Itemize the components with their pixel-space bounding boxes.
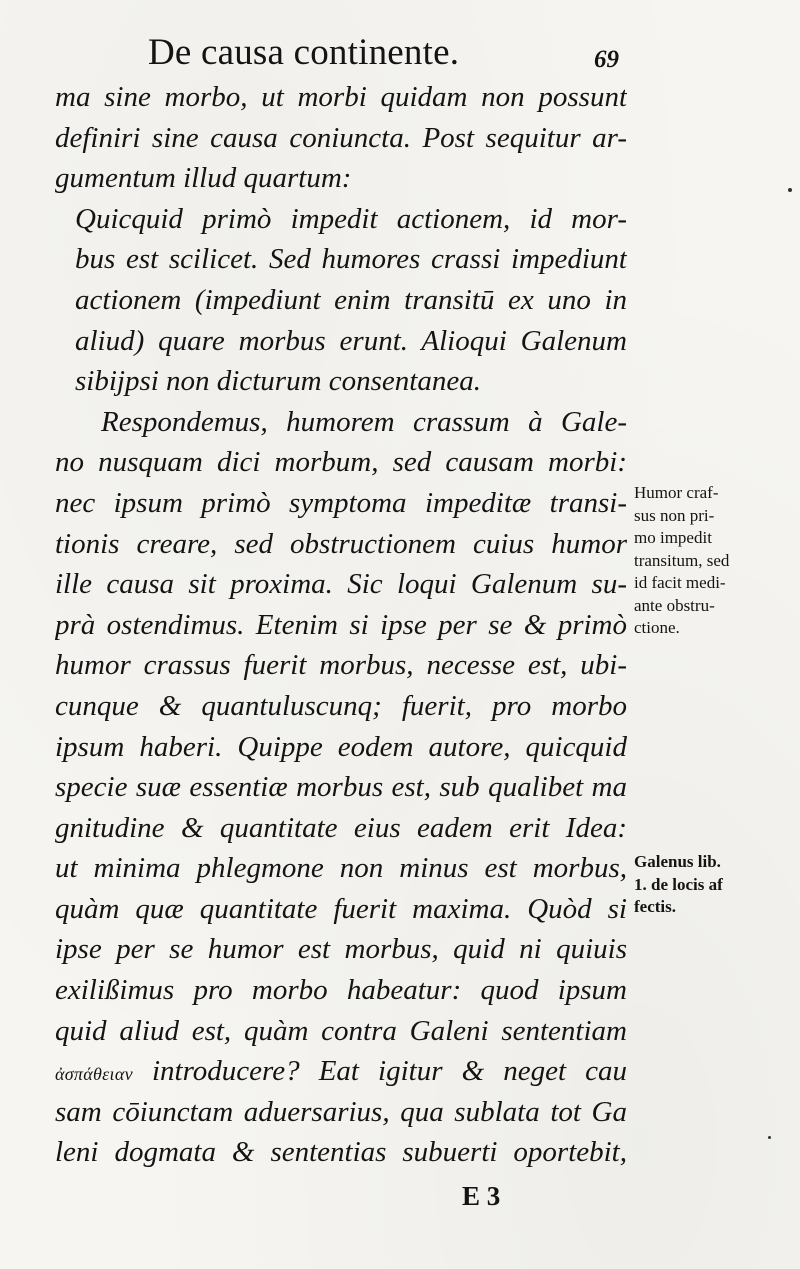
signature-mark: E 3	[462, 1181, 501, 1211]
text-line-with-greek	[55, 1051, 627, 1092]
margin-note-line: transitum, sed	[634, 550, 730, 570]
text-line: nec ipsum primò symptoma impeditæ transi-	[55, 486, 627, 519]
text-line: exilißimus pro morbo habeatur: quod ipsum	[55, 974, 627, 1007]
text-line: ille causa sit proxima. Sic loqui Galenum su-	[55, 568, 627, 601]
margin-note-line: mo impedit	[634, 528, 712, 547]
text-line: cunque & quantuluscunq; fuerit, pro morbo	[55, 689, 627, 722]
text-line: ipsum haberi. Quippe eodem autore, quicquid	[55, 730, 627, 763]
margin-note-line: fectis.	[634, 897, 677, 916]
text-line-remainder: introducere? Eat igitur & neget cau	[151, 1055, 627, 1088]
text-line: sibijpsi non dicturum consentanea.	[75, 365, 481, 398]
margin-note-line: Galenus lib.	[634, 852, 721, 871]
page-number: 69	[594, 46, 619, 73]
text-line: definiri sine causa coniuncta. Post sequitur ar-	[55, 121, 627, 154]
margin-note-line: id facit medi-	[634, 573, 726, 592]
text-line: ipse per se humor est morbus, quid ni quiuis	[55, 933, 627, 966]
text-line: quid aliud est, quàm contra Galeni sententiam	[55, 1014, 627, 1047]
greek-word: ἀσπάθειαν	[55, 1064, 133, 1085]
text-line: tionis creare, sed obstructionem cuius humor	[55, 527, 627, 560]
text-line: gumentum illud quartum:	[55, 162, 352, 195]
margin-note-line: ante obstru-	[634, 595, 715, 615]
running-head: De causa continente.	[148, 32, 460, 73]
margin-note	[634, 482, 784, 640]
text-line: gnitudine & quantitate eius eadem erit Idea:	[55, 811, 627, 844]
text-line: humor crassus fuerit morbus, necesse est, ubi-	[55, 649, 627, 682]
text-line: prà ostendimus. Etenim si ipse per se & primò	[55, 608, 627, 641]
text-line: bus est scilicet. Sed humores crassi impediunt	[75, 243, 627, 276]
main-text-block	[55, 77, 627, 1173]
text-line: sam cōiunctam aduersarius, qua sublata tot Ga	[55, 1095, 627, 1128]
margin-note-line: Humor craf-	[634, 483, 719, 502]
text-line: actionem (impediunt enim transitū ex uno in	[75, 283, 627, 316]
text-line: aliud) quare morbus erunt. Alioqui Galenum	[75, 324, 627, 357]
text-line: quàm quæ quantitate fuerit maxima. Quòd si	[55, 892, 627, 925]
text-line: specie suæ essentiæ morbus est, sub qualibet ma	[55, 771, 627, 804]
margin-note-line: sus non pri-	[634, 505, 715, 525]
text-line: no nusquam dici morbum, sed causam morbi:	[55, 446, 627, 479]
ink-speck	[768, 1136, 771, 1139]
text-line: Quicquid primò impedit actionem, id mor-	[75, 202, 627, 235]
margin-note-line: 1. de locis af	[634, 874, 723, 894]
margin-note-line: ctione.	[634, 618, 680, 637]
margin-note	[634, 851, 784, 919]
text-line: ut minima phlegmone non minus est morbus,	[55, 852, 627, 885]
text-line: ma sine morbo, ut morbi quidam non possunt	[55, 81, 627, 113]
ink-speck	[788, 188, 792, 192]
text-line: Respondemus, humorem crassum à Gale-	[101, 405, 627, 438]
text-line: leni dogmata & sententias subuerti oportebit,	[55, 1136, 627, 1169]
